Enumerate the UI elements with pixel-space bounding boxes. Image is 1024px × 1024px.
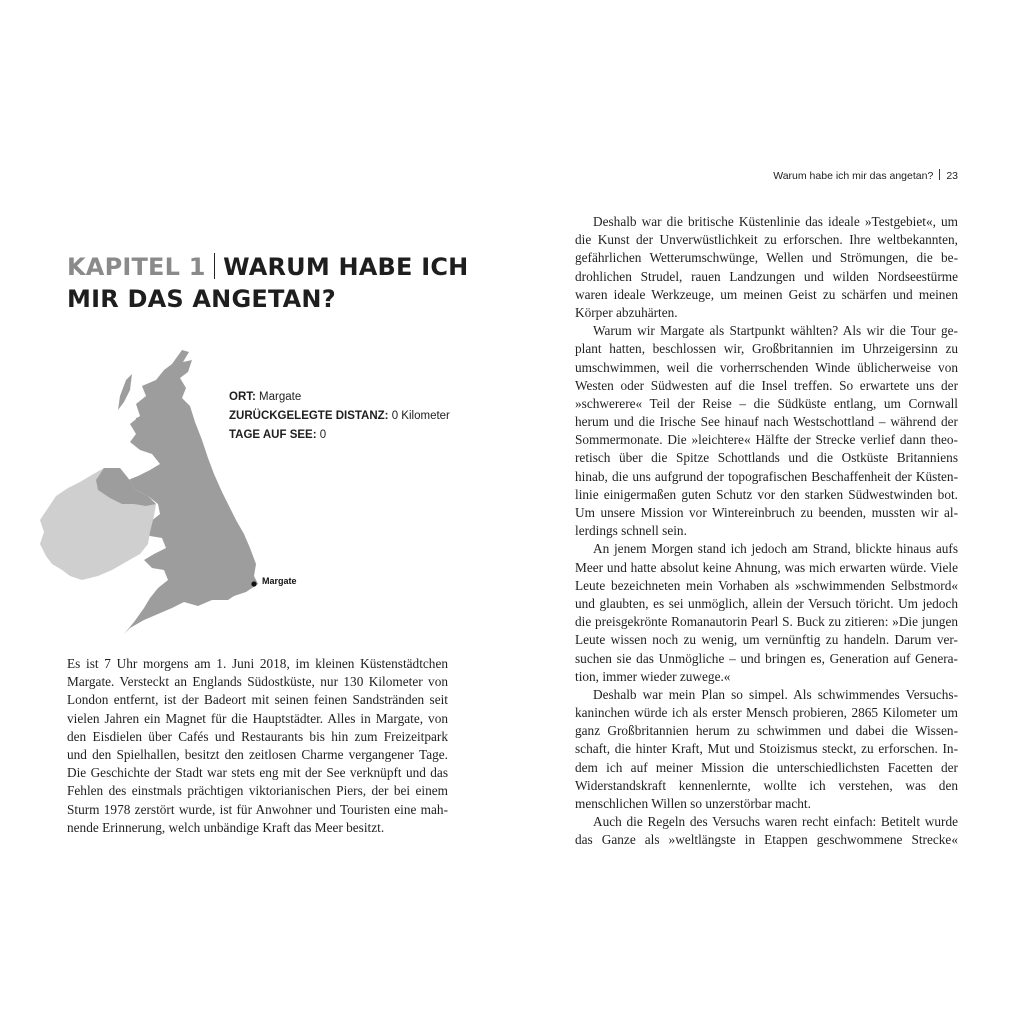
- text-line: Deshalb war die britische Küstenlinie das ideale »Testgebiet«, um: [593, 214, 958, 229]
- text-line: Leute wissen noch zu wenig, um vernünftig zu handeln. Darum ver-: [575, 632, 958, 648]
- text-line: die preisgekrönte Romanautorin Pearl S. Buck zu zitieren: »Die jungen: [575, 614, 958, 630]
- margate-marker: [251, 581, 256, 586]
- text-line: lerdings schnell sein.: [575, 523, 687, 539]
- text-line: retisch über die Spitze Schottlands und die Ostküste Britanniens: [575, 450, 958, 466]
- text-line: Deshalb war mein Plan so simpel. Als schwimmendes Versuchs-: [593, 686, 958, 702]
- text-line: und den Spielhallen, besitzt den zeitlosen Charme vergangener Tage.: [67, 746, 448, 762]
- text-line: hinab, die uns aufgrund der topografischen Beschaffenheit der Küsten-: [575, 468, 958, 484]
- text-line: An jenem Morgen stand ich jedoch am Strand, blickte hinaus aufs: [593, 541, 958, 557]
- text-line: waren ideale Werkzeuge, um meinen Geist zu schärfen und meinen: [575, 286, 958, 302]
- text-line: herum und die Irische See hinauf nach Westschottland – während der: [575, 414, 958, 430]
- chapter-title-line1: WARUM HABE ICH: [223, 253, 469, 281]
- info-distanz: [229, 407, 489, 426]
- distanz-label: ZURÜCKGELEGTE DISTANZ:: [229, 410, 389, 422]
- tage-label: TAGE AUF SEE:: [229, 429, 317, 441]
- running-head-title: Warum habe ich mir das angetan?: [773, 170, 934, 182]
- text-line: ganz Großbritannien herum zu schwimmen und dabei die Wissen-: [575, 723, 958, 739]
- running-head-separator: [939, 169, 940, 180]
- left-body-text: [67, 655, 448, 837]
- text-line: Sturm 1978 zerstört wurde, ist für Anwohner und Touristen eine mah-: [67, 801, 448, 817]
- text-line: Es ist 7 Uhr morgens am 1. Juni 2018, im kleinen Küstenstädtchen: [67, 656, 448, 671]
- text-line: kaninchen würde ich als erster Mensch probieren, 2865 Kilometer um: [575, 705, 958, 721]
- text-line: gefährlichen Wetterumschwünge, Wellen und Strömungen, die be-: [575, 250, 958, 266]
- text-line: Fehlen des einstmals prächtigen viktorianischen Piers, der bei einem: [67, 783, 448, 799]
- text-line: Die Geschichte der Stadt war stets eng mit der See verknüpft und das: [67, 765, 448, 781]
- text-line: die Kunst der Unverwüstlichkeit zu erforschen. Ihre weltbekannten,: [575, 232, 958, 248]
- ort-value: Margate: [259, 391, 302, 403]
- map-label-margate: Margate: [262, 576, 297, 586]
- text-line: Auch die Regeln des Versuchs waren recht einfach: Betitelt wurde: [593, 814, 958, 830]
- chapter-title-line2: MIR DAS ANGETAN?: [67, 285, 336, 313]
- text-line: das Ganze als »weltlängste in Etappen geschwommene Strecke«: [575, 832, 958, 848]
- info-ort: [229, 388, 489, 407]
- text-line: menschlichen Willen so unzerstörbar macht.: [575, 796, 811, 811]
- text-line: umschwimmen, weil die vorherrschenden Winde üblicherweise von: [575, 359, 958, 375]
- tage-value: 0: [319, 429, 327, 441]
- text-line: London entfernt, ist der Badeort mit seinen feinen Sandstränden seit: [67, 692, 448, 708]
- text-line: Westen oder Südwesten auf die Insel treffen. So erwartete uns der: [575, 377, 958, 393]
- title-separator: [214, 253, 216, 279]
- chapter-title: [67, 251, 487, 315]
- text-line: schaft, die hinter Kraft, Mut und Stoizismus steckt, zu erforschen. In-: [575, 741, 958, 757]
- text-line: Meer und hatte absolut keine Ahnung, was mich erwarten würde. Viele: [575, 559, 958, 575]
- text-line: Sommermonate. Die »leichtere« Hälfte der Strecke verlief dann theo-: [575, 432, 958, 448]
- text-line: Widerstandskraft kennenlernte, wollte ich verstehen, was den: [575, 777, 958, 793]
- page-number: 23: [946, 170, 958, 182]
- text-line: Margate. Versteckt an Englands Südostküste, nur 130 Kilometer von: [67, 674, 448, 690]
- chapter-info: [229, 388, 489, 445]
- text-line: den Eisdielen über Cafés und Restaurants bis hin zum Freizeitpark: [67, 728, 448, 744]
- text-line: »schwerere« Teil der Reise – die Südküste entlang, um Cornwall: [575, 395, 958, 411]
- text-line: tion, immer wieder zuwege.«: [575, 668, 731, 684]
- running-head: [773, 169, 958, 182]
- info-tage: [229, 426, 489, 445]
- text-line: plant hatten, beschlossen wir, Großbritannien im Uhrzeigersinn zu: [575, 341, 958, 357]
- right-body-text: [575, 213, 958, 850]
- text-line: suchen sie das Unmögliche – und bringen es, Generation auf Genera-: [575, 650, 958, 666]
- distanz-value: 0 Kilometer: [391, 410, 450, 422]
- text-line: und glaubten, es sei unmöglich, allein der Versuch töricht. Um jedoch: [575, 595, 958, 611]
- text-line: Körper abzuhärten.: [575, 304, 678, 320]
- ort-label: ORT:: [229, 391, 256, 403]
- text-line: Um unsere Mission vor Wintereinbruch zu beenden, mussten wir al-: [575, 505, 958, 520]
- text-line: Leute bezeichneten mein Vorhaben als »schwimmenden Selbstmord«: [575, 577, 958, 593]
- text-line: nende Erinnerung, welch unbändige Kraft das Meer besitzt.: [67, 819, 385, 835]
- hebrides-shape: [118, 374, 132, 410]
- text-line: drohlichen Strudel, rauen Landzungen und wilden Nordseestürme: [575, 268, 958, 284]
- text-line: linie einigermaßen guten Schutz vor den starken Südwestwinden bot.: [575, 486, 958, 502]
- text-line: dem ich auf meiner Mission die unterschiedlichsten Facetten der: [575, 759, 958, 775]
- text-line: vielen Jahren ein Magnet für die Hauptstädter. Alles in Margate, von: [67, 710, 448, 726]
- right-page: [512, 0, 1024, 1024]
- chapter-label: KAPITEL 1: [67, 253, 206, 281]
- text-line: Warum wir Margate als Startpunkt wählten? Als wir die Tour ge-: [593, 323, 958, 339]
